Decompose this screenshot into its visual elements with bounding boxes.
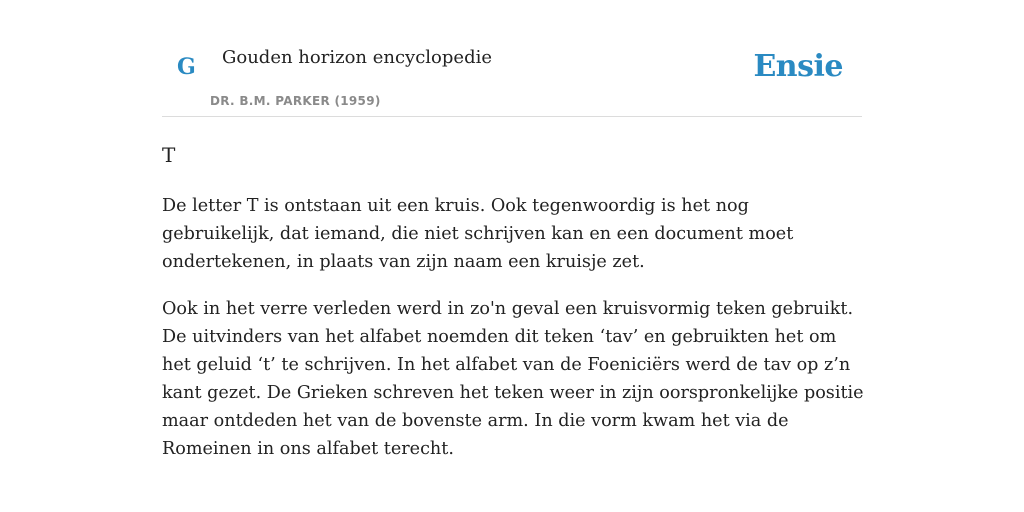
book-title-link[interactable]: Gouden horizon encyclopedie: [222, 47, 492, 68]
book-author: DR. B.M. PARKER (1959): [210, 94, 381, 108]
entry-headword: T: [162, 143, 176, 167]
entry-paragraph: Ook in het verre verleden werd in zo'n geval een kruisvormig teken gebruikt. De uitvinders van het alfabet noemden dit teken ‘tav’ en gebruikten het om het geluid ‘t’ te schrijven. In het alfabet van de Foeniciërs werd de tav op z’n kant gezet. De Grieken schreven het teken weer in zijn oorspronkelijke positie maar ontdeden het van de bovenste arm. In die vorm kwam het via de Romeinen in ons alfabet terecht.: [162, 299, 864, 459]
entry-content: [162, 140, 864, 482]
ensie-logo[interactable]: Ensie: [753, 49, 843, 84]
book-logo[interactable]: G: [177, 54, 196, 80]
entry-paragraph: De letter T is ontstaan uit een kruis. Ook tegenwoordig is het nog gebruikelijk, dat iemand, die niet schrijven kan en een document moet ondertekenen, in plaats van zijn naam een kruisje zet.: [162, 196, 794, 272]
header: [162, 0, 862, 117]
